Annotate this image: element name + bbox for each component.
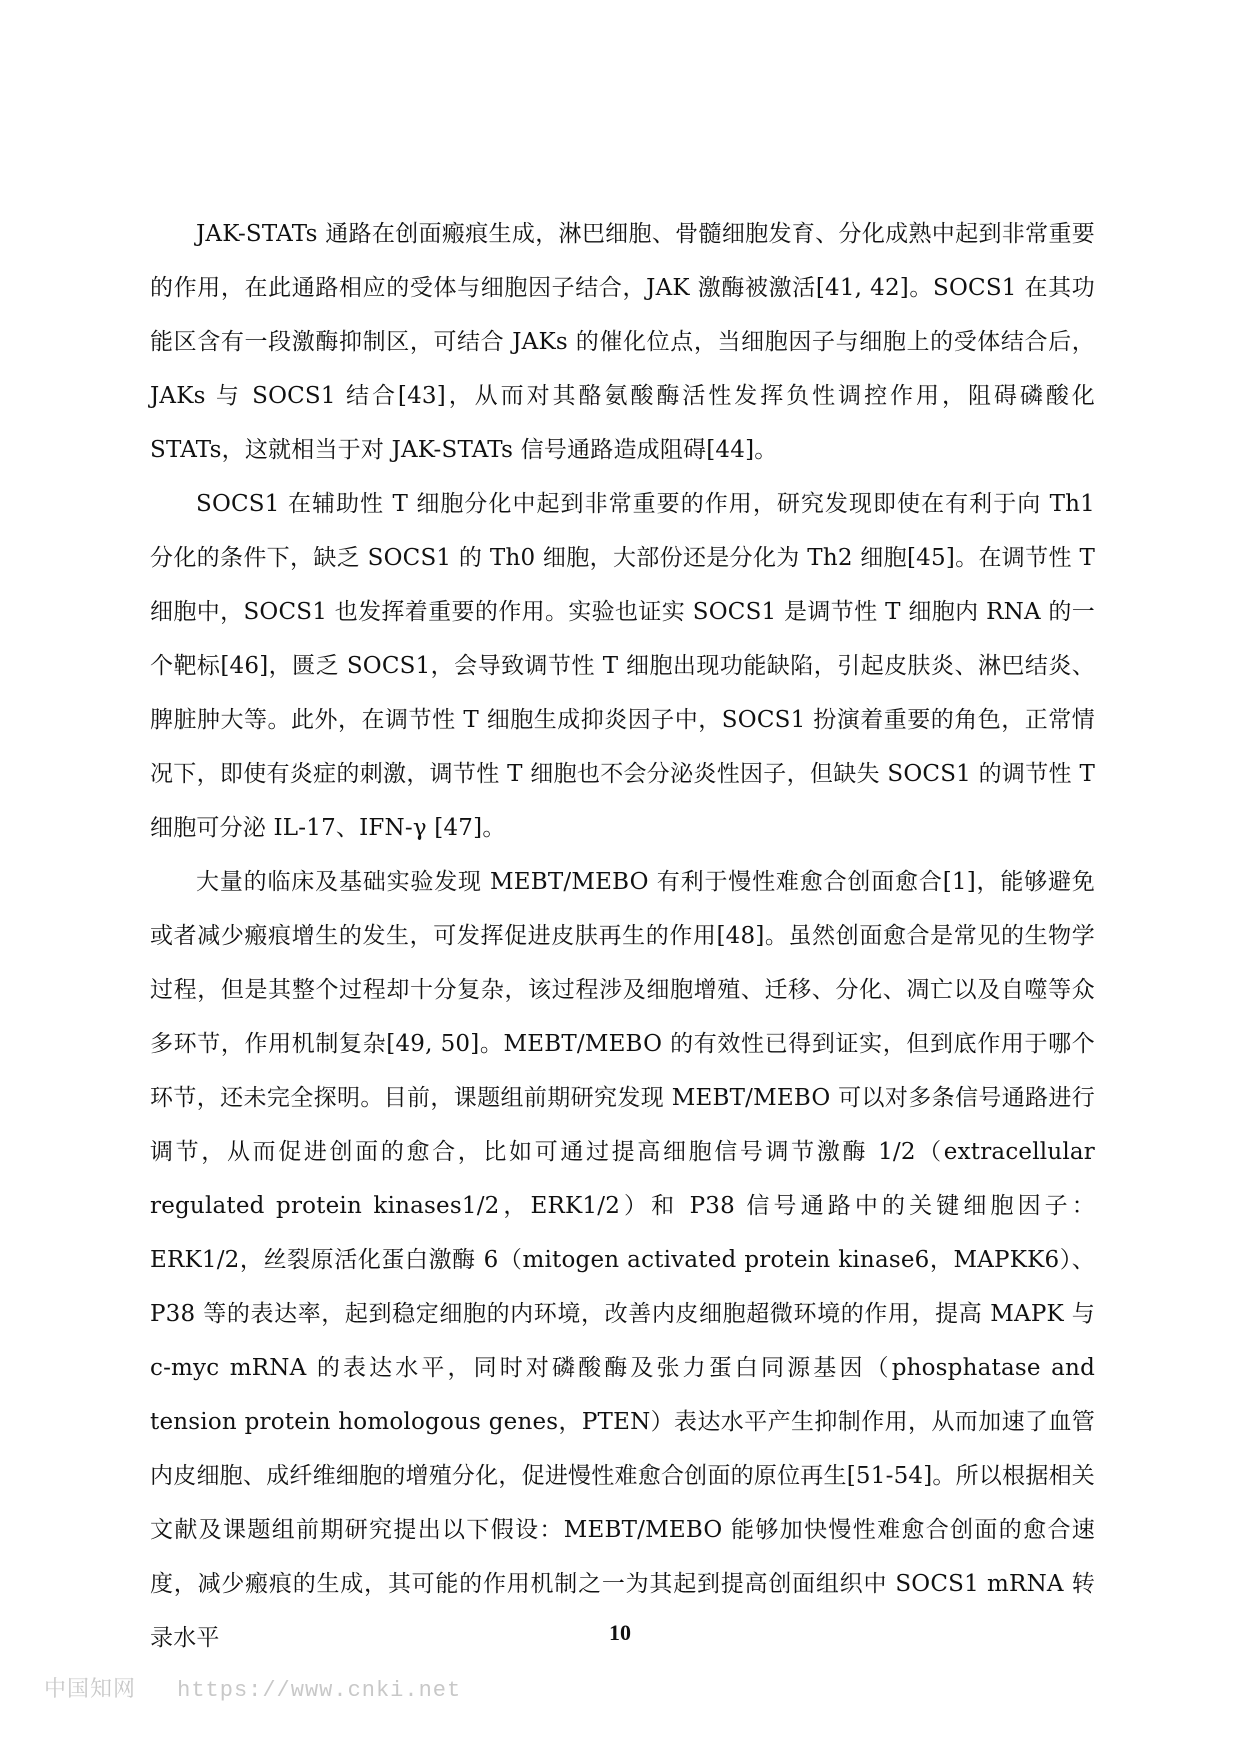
paragraph-jak-stats: JAK-STATs 通路在创面瘢痕生成，淋巴细胞、骨髓细胞发育、分化成熟中起到非常重要的作用，在此通路相应的受体与细胞因子结合，JAK 激酶被激活[41, 42]。SOCS1 在其功能区含有一段激酶抑制区，可结合 JAKs 的催化位点，当细胞因子与细胞上的受体结合后，JAKs 与 SOCS1 结合[43]，从而对其酪氨酸酶活性发挥负性调控作用，阻碍磷酸化 STATs，这就相当于对 JAK-STATs 信号通路造成阻碍[44]。: [150, 221, 1095, 463]
paragraph-mebt-mebo: 大量的临床及基础实验发现 MEBT/MEBO 有利于慢性难愈合创面愈合[1]，能够避免或者减少瘢痕增生的发生，可发挥促进皮肤再生的作用[48]。虽然创面愈合是常见的生物学过程，但是其整个过程却十分复杂，该过程涉及细胞增殖、迁移、分化、凋亡以及自噬等众多环节，作用机制复杂[49, 50]。MEBT/MEBO 的有效性已得到证实，但到底作用于哪个环节，还未完全探明。目前，课题组前期研究发现 MEBT/MEBO 可以对多条信号通路进行调节，从而促进创面的愈合，比如可通过提高细胞信号调节激酶 1/2（extracellular regulated protein kinases1/2，ERK1/2）和 P38 信号通路中的关键细胞因子：ERK1/2，丝裂原活化蛋白激酶 6（mitogen activated protein kinase6，MAPKK6）、P38 等的表达率，起到稳定细胞的内环境，改善内皮细胞超微环境的作用，提高 MAPK 与 c-myc mRNA 的表达水平，同时对磷酸酶及张力蛋白同源基因（phosphatase and tension protein homologous genes，PTEN）表达水平产生抑制作用，从而加速了血管内皮细胞、成纤维细胞的增殖分化，促进慢性难愈合创面的原位再生[51-54]。所以根据相关文献及课题组前期研究提出以下假设：MEBT/MEBO 能够加快慢性难愈合创面的愈合速度，减少瘢痕的生成，其可能的作用机制之一为其起到提高创面组织中 SOCS1 mRNA 转录水平: [150, 869, 1095, 1651]
paragraph-socs1-t-cells: SOCS1 在辅助性 T 细胞分化中起到非常重要的作用，研究发现即使在有利于向 Th1 分化的条件下，缺乏 SOCS1 的 Th0 细胞，大部份还是分化为 Th2 细胞[45]。在调节性 T 细胞中，SOCS1 也发挥着重要的作用。实验也证实 SOCS1 是调节性 T 细胞内 RNA 的一个靶标[46]，匮乏 SOCS1，会导致调节性 T 细胞出现功能缺陷，引起皮肤炎、淋巴结炎、脾脏肿大等。此外，在调节性 T 细胞生成抑炎因子中，SOCS1 扮演着重要的角色，正常情况下，即使有炎症的刺激，调节性 T 细胞也不会分泌炎性因子，但缺失 SOCS1 的调节性 T 细胞可分泌 IL-17、IFN-γ [47]。: [150, 491, 1095, 841]
watermark: [44, 1672, 461, 1703]
page-number: 10: [609, 1620, 631, 1645]
watermark-site-name: 中国知网: [44, 1676, 137, 1701]
body-text: [150, 207, 1095, 1665]
watermark-url: https://www.cnki.net: [177, 1678, 462, 1703]
